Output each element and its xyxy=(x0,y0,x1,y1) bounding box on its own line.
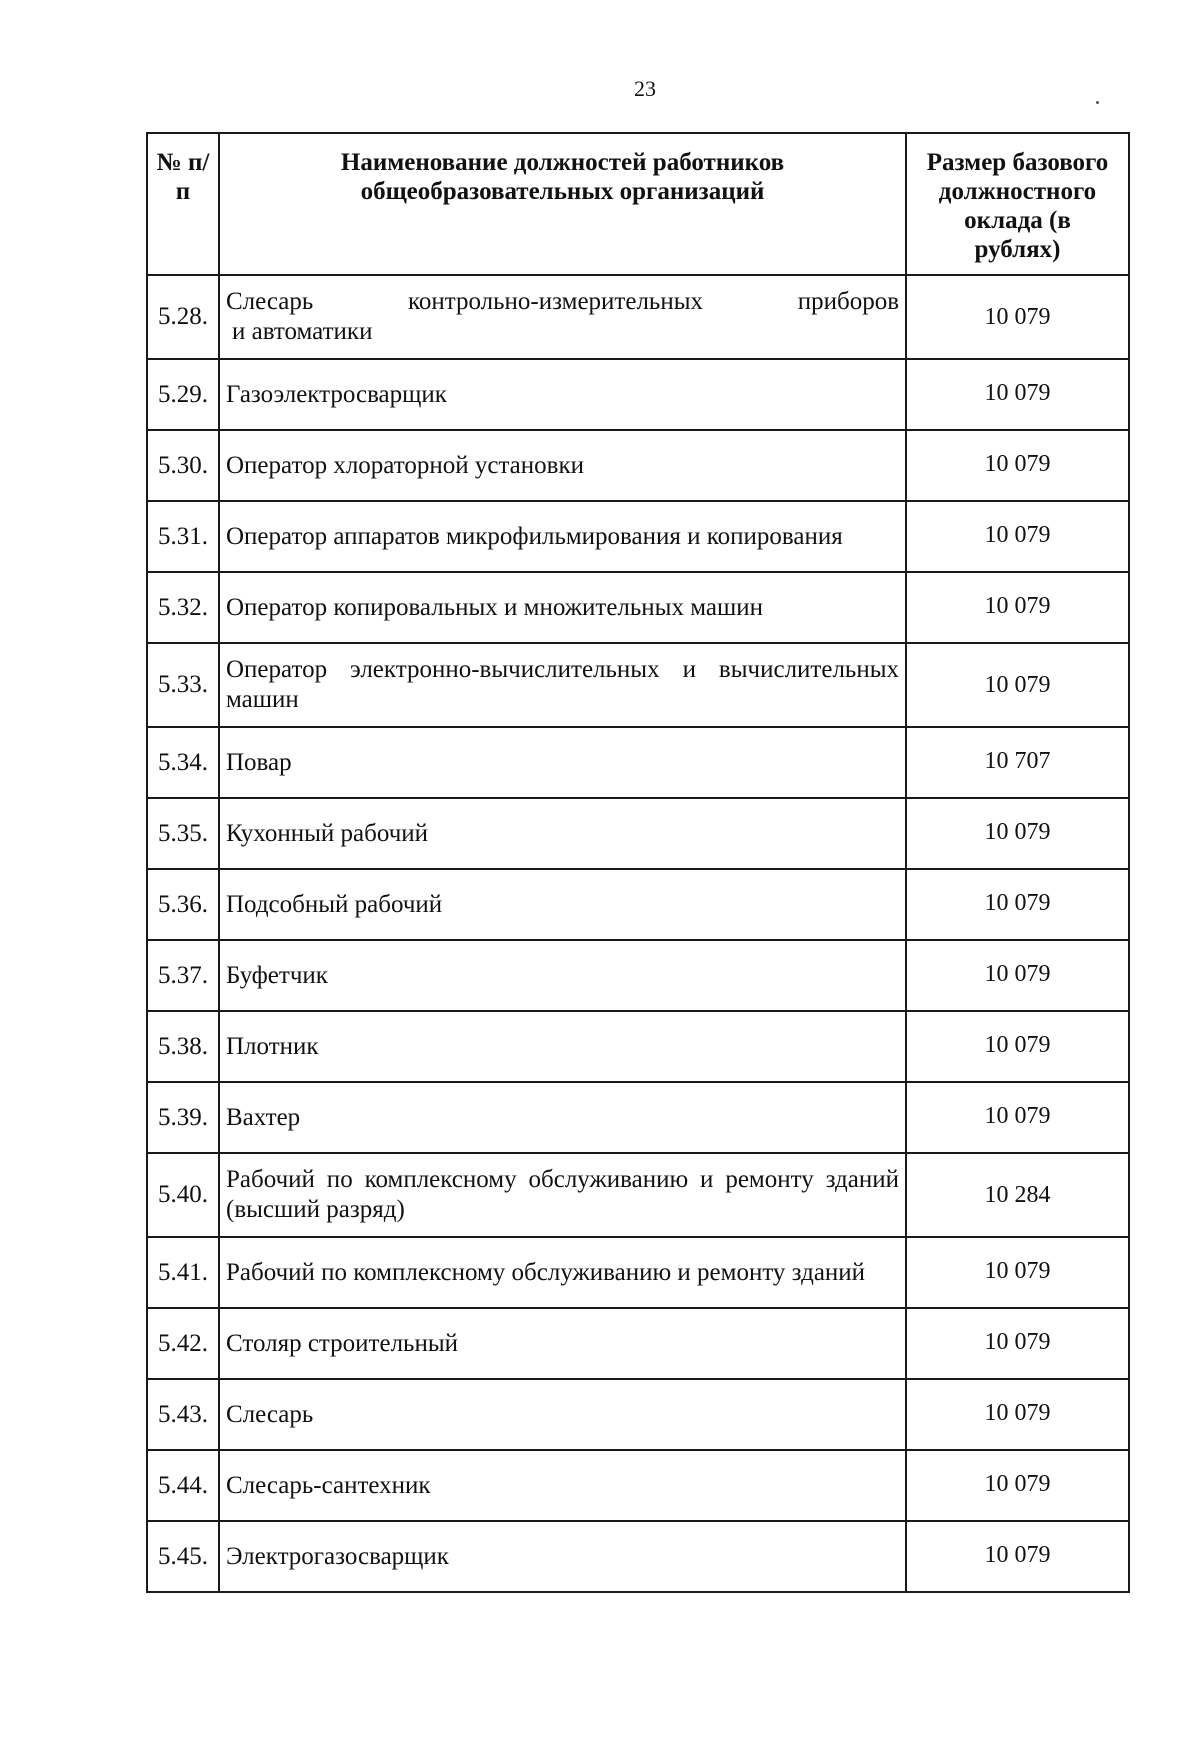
row-num: 5.31. xyxy=(147,501,219,572)
table-row xyxy=(147,643,1129,727)
row-name: Рабочий по комплексному обслуживанию и ремонту зданий xyxy=(219,1237,906,1308)
row-num: 5.42. xyxy=(147,1308,219,1379)
row-salary: 10 079 xyxy=(906,359,1129,430)
table-row xyxy=(147,1450,1129,1521)
row-name: Буфетчик xyxy=(219,940,906,1011)
row-num: 5.41. xyxy=(147,1237,219,1308)
row-name: Повар xyxy=(219,727,906,798)
table-row xyxy=(147,940,1129,1011)
row-name-line1: Слесарь контрольно-измерительных приборов xyxy=(226,288,899,315)
table-header-row xyxy=(147,133,1129,275)
row-salary: 10 079 xyxy=(906,430,1129,501)
header-name: Наименование должностей работников общеобразовательных организаций xyxy=(219,133,906,275)
table-row xyxy=(147,430,1129,501)
row-salary: 10 079 xyxy=(906,1379,1129,1450)
row-salary: 10 079 xyxy=(906,275,1129,359)
row-name: Газоэлектросварщик xyxy=(219,359,906,430)
row-salary: 10 079 xyxy=(906,798,1129,869)
table-row xyxy=(147,1153,1129,1237)
row-name-line2: машин xyxy=(226,686,299,713)
row-name: Плотник xyxy=(219,1011,906,1082)
row-name-line1: Оператор электронно-вычислительных и вычислительных xyxy=(226,656,899,683)
scan-speck xyxy=(1096,101,1099,104)
row-num: 5.45. xyxy=(147,1521,219,1592)
row-num: 5.36. xyxy=(147,869,219,940)
row-name xyxy=(219,275,906,359)
row-num: 5.40. xyxy=(147,1153,219,1237)
row-num: 5.34. xyxy=(147,727,219,798)
row-name xyxy=(219,1153,906,1237)
table-row xyxy=(147,1011,1129,1082)
row-num: 5.33. xyxy=(147,643,219,727)
row-name: Кухонный рабочий xyxy=(219,798,906,869)
row-salary: 10 079 xyxy=(906,869,1129,940)
table-row xyxy=(147,1521,1129,1592)
table-row xyxy=(147,359,1129,430)
row-name-line2: и автоматики xyxy=(232,318,373,345)
page-number: 23 xyxy=(634,76,656,101)
row-name: Оператор копировальных и множительных машин xyxy=(219,572,906,643)
row-name: Столяр строительный xyxy=(219,1308,906,1379)
row-num: 5.37. xyxy=(147,940,219,1011)
table-row xyxy=(147,572,1129,643)
row-name-line2: (высший разряд) xyxy=(226,1196,405,1223)
row-salary: 10 079 xyxy=(906,501,1129,572)
row-name: Электрогазосварщик xyxy=(219,1521,906,1592)
row-num: 5.38. xyxy=(147,1011,219,1082)
row-num: 5.35. xyxy=(147,798,219,869)
table-row xyxy=(147,727,1129,798)
row-num: 5.32. xyxy=(147,572,219,643)
row-name-line1: Рабочий по комплексному обслуживанию и ремонту зданий xyxy=(226,1166,899,1193)
table-row xyxy=(147,1308,1129,1379)
row-salary: 10 079 xyxy=(906,1011,1129,1082)
row-salary: 10 079 xyxy=(906,940,1129,1011)
row-name: Подсобный рабочий xyxy=(219,869,906,940)
row-num: 5.29. xyxy=(147,359,219,430)
row-name xyxy=(219,643,906,727)
row-salary: 10 079 xyxy=(906,1082,1129,1153)
row-salary: 10 707 xyxy=(906,727,1129,798)
header-salary: Размер базового должностного оклада (в рублях) xyxy=(906,133,1129,275)
row-num: 5.30. xyxy=(147,430,219,501)
salary-table xyxy=(146,132,1130,1593)
row-salary: 10 284 xyxy=(906,1153,1129,1237)
row-salary: 10 079 xyxy=(906,572,1129,643)
table-row xyxy=(147,1082,1129,1153)
row-salary: 10 079 xyxy=(906,643,1129,727)
table-row xyxy=(147,1379,1129,1450)
table-row xyxy=(147,501,1129,572)
row-name: Слесарь xyxy=(219,1379,906,1450)
row-num: 5.44. xyxy=(147,1450,219,1521)
table-row xyxy=(147,1237,1129,1308)
row-salary: 10 079 xyxy=(906,1450,1129,1521)
row-salary: 10 079 xyxy=(906,1237,1129,1308)
row-num: 5.43. xyxy=(147,1379,219,1450)
table-row xyxy=(147,275,1129,359)
table-row xyxy=(147,798,1129,869)
row-num: 5.39. xyxy=(147,1082,219,1153)
header-num: № п/п xyxy=(147,133,219,275)
row-salary: 10 079 xyxy=(906,1308,1129,1379)
row-name: Оператор аппаратов микрофильмирования и копирования xyxy=(219,501,906,572)
row-name: Слесарь-сантехник xyxy=(219,1450,906,1521)
row-name: Вахтер xyxy=(219,1082,906,1153)
row-name: Оператор хлораторной установки xyxy=(219,430,906,501)
table-row xyxy=(147,869,1129,940)
row-num: 5.28. xyxy=(147,275,219,359)
row-salary: 10 079 xyxy=(906,1521,1129,1592)
